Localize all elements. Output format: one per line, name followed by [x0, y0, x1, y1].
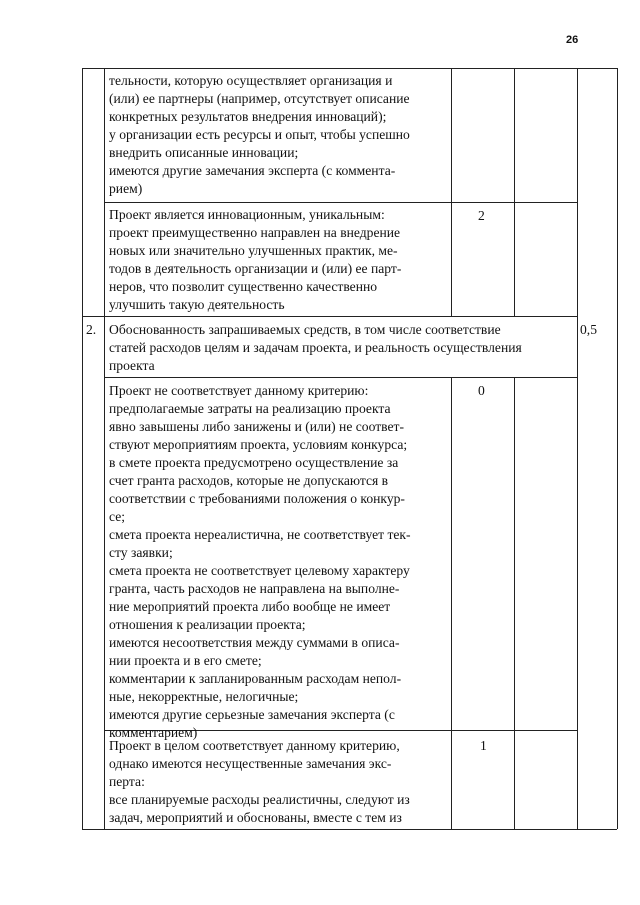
score-value: 0: [478, 383, 485, 398]
column-divider: [451, 68, 452, 316]
text-line: сту заявки;: [109, 545, 173, 560]
row-divider: [104, 377, 577, 378]
text-line: в смете проекта предусмотрено осуществление за: [109, 455, 399, 470]
criterion-number: 2.: [86, 322, 97, 337]
text-line: Проект в целом соответствует данному критерию,: [109, 738, 400, 753]
text-line: се;: [109, 509, 126, 524]
page-number: 26: [566, 34, 579, 46]
text-line: имеются другие замечания эксперта (с коммента-: [109, 163, 396, 178]
text-line: тодов в деятельность организации и (или) ее парт-: [109, 261, 402, 276]
text-line: имеются несоответствия между суммами в описа-: [109, 635, 400, 650]
text-line: ные, некорректные, нелогичные;: [109, 689, 299, 704]
text-line: Проект не соответствует данному критерию:: [109, 383, 369, 398]
criterion-description: [109, 737, 448, 827]
text-line: Проект является инновационным, уникальным:: [109, 207, 385, 222]
text-line: отношения к реализации проекта;: [109, 617, 306, 632]
table-right-border: [617, 68, 618, 829]
column-divider: [514, 68, 515, 316]
table-top-border: [82, 68, 617, 69]
text-line: задач, мероприятий и обоснованы, вместе с тем из: [109, 810, 402, 825]
text-line: явно завышены либо занижены и (или) не соответ-: [109, 419, 404, 434]
text-line: смета проекта нереалистична, не соответствует тек-: [109, 527, 411, 542]
criterion-weight: 0,5: [580, 322, 597, 337]
text-line: комментарии к запланированным расходам непол-: [109, 671, 402, 686]
score-value: 1: [480, 738, 487, 753]
text-line: конкретных результатов внедрения инноваций);: [109, 109, 387, 124]
text-line: (или) ее партнеры (например, отсутствует описание: [109, 91, 410, 106]
row-divider: [82, 316, 577, 317]
text-line: соответствии с требованиями положения о конкур-: [109, 491, 405, 506]
text-line: все планируемые расходы реалистичны, следуют из: [109, 792, 410, 807]
criterion-title: [109, 321, 574, 375]
column-divider: [577, 68, 578, 829]
text-line: внедрить описанные инновации;: [109, 145, 299, 160]
text-line: у организации есть ресурсы и опыт, чтобы успешно: [109, 127, 410, 142]
table-bottom-border: [82, 829, 617, 830]
text-line: улучшить такую деятельность: [109, 297, 285, 312]
text-line: однако имеются несущественные замечания экс-: [109, 756, 392, 771]
criterion-description: [109, 206, 448, 314]
column-divider: [104, 68, 105, 829]
text-line: тельности, которую осуществляет организация и: [109, 73, 393, 88]
table-left-border: [82, 68, 83, 829]
text-line: новых или значительно улучшенных практик, ме-: [109, 243, 398, 258]
text-line: ние мероприятий проекта либо вообще не имеет: [109, 599, 391, 614]
text-line: имеются другие серьезные замечания эксперта (с: [109, 707, 395, 722]
text-line: статей расходов целям и задачам проекта, и реальность осуществления: [109, 340, 522, 355]
text-line: проект преимущественно направлен на внедрение: [109, 225, 401, 240]
text-line: гранта, часть расходов не направлена на выполне-: [109, 581, 400, 596]
text-line: проекта: [109, 358, 155, 373]
text-line: предполагаемые затраты на реализацию проекта: [109, 401, 391, 416]
criterion-description: [109, 382, 448, 742]
score-value: 2: [478, 208, 485, 223]
text-line: рием): [109, 181, 143, 196]
column-divider: [514, 377, 515, 829]
text-line: смета проекта не соответствует целевому характеру: [109, 563, 410, 578]
text-line: ствуют мероприятиям проекта, условиям конкурса;: [109, 437, 408, 452]
text-line: Обоснованность запрашиваемых средств, в том числе соответствие: [109, 322, 501, 337]
text-line: неров, что позволит существенно качественно: [109, 279, 378, 294]
criterion-description: [109, 72, 448, 198]
text-line: комментарием): [109, 725, 198, 740]
text-line: перта:: [109, 774, 145, 789]
column-divider: [451, 377, 452, 829]
text-line: нии проекта и в его смете;: [109, 653, 262, 668]
row-divider: [104, 202, 577, 203]
text-line: счет гранта расходов, которые не допускаются в: [109, 473, 389, 488]
